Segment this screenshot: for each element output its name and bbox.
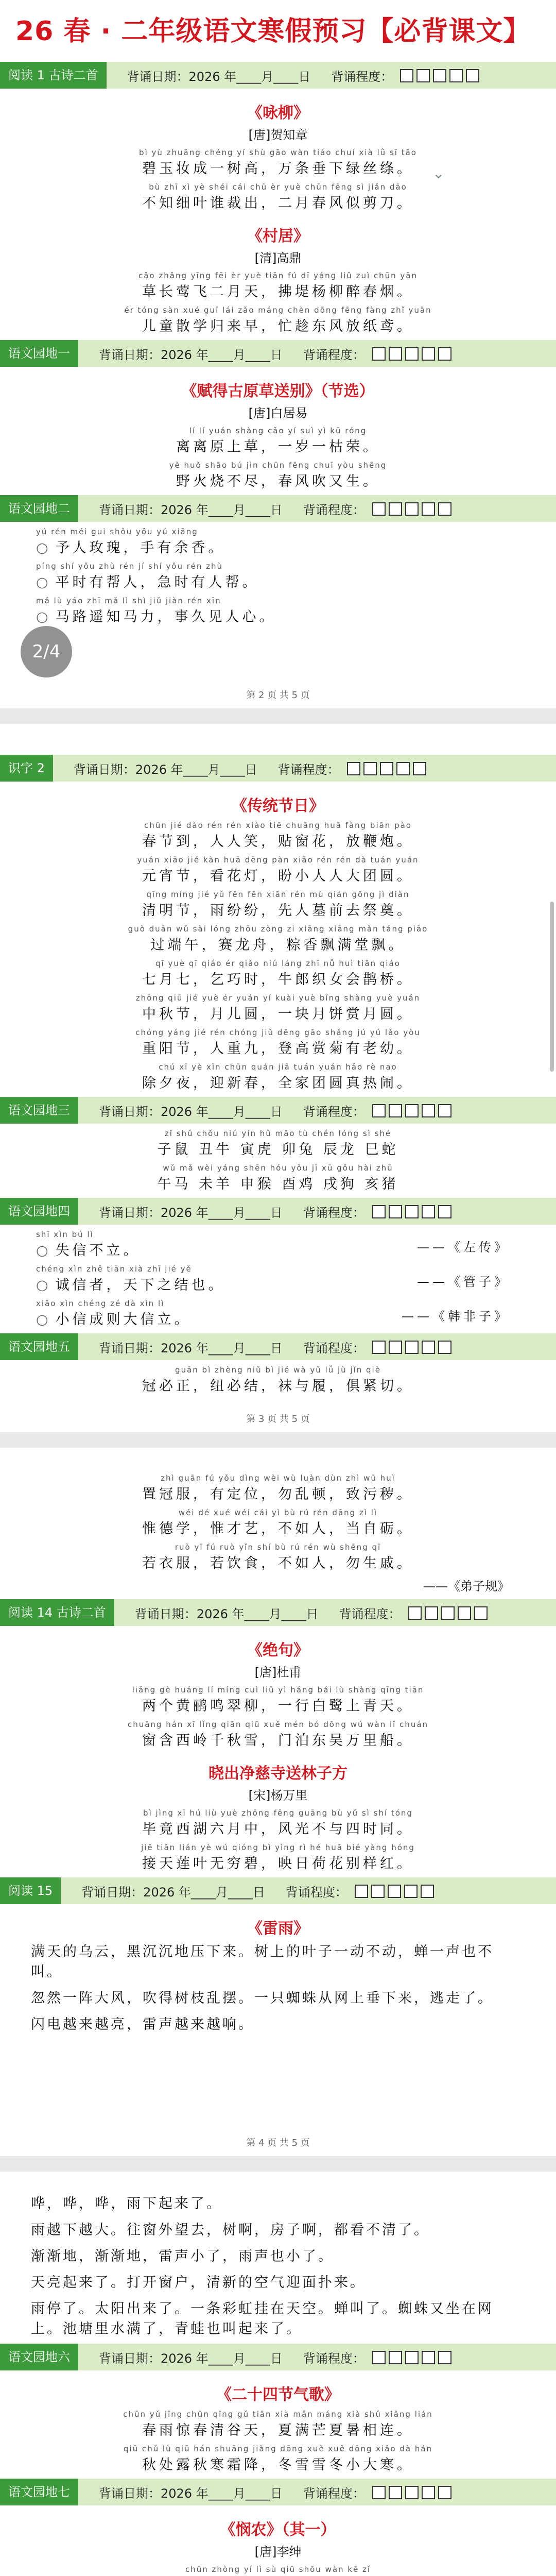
- pinyin: mǎ lù yáo zhī mǎ lì shì jiǔ jiàn rén xīn: [36, 596, 221, 605]
- recite-date: 背诵日期：2026 年____月____日: [99, 1104, 283, 1119]
- verse: 碧玉妆成一树高，万条垂下绿丝绦。: [142, 161, 414, 177]
- poem-line: [0, 1473, 556, 1503]
- quote-line: [36, 596, 556, 625]
- recite-progress-label: 背诵程度：: [339, 1606, 401, 1621]
- pinyin: bì jìng xī hú liù yuè zhōng fēng guāng bù yǔ sì shí tóng: [143, 1808, 413, 1818]
- quote-content: 失信不立。: [55, 1243, 141, 1259]
- verse: 置冠服，有定位，勿乱顿，致污秽。: [142, 1486, 414, 1502]
- verse: 毕竟西湖六月中，风光不与四时同。: [142, 1821, 414, 1837]
- verse: 中秋节，月儿圆，一块月饼赏月圆。: [142, 1006, 414, 1022]
- poem-line: [0, 461, 556, 490]
- pinyin: chūn yǔ jīng chūn qīng gǔ tiān xià mǎn máng xià shǔ xiāng lián: [123, 2410, 433, 2419]
- pinyin: zhì guān fú yǒu dìng wèi wù luàn dùn zhì wū huì: [161, 1473, 395, 1483]
- quote-source: ——《左传》: [417, 1240, 510, 1255]
- quote-line: [36, 1230, 556, 1259]
- pinyin: yuán xiāo jié kàn huā dēng pàn xiǎo rén rén dà tuán yuán: [137, 855, 419, 865]
- section-tag: 识字 2: [0, 755, 53, 782]
- pinyin: chūn jié dào rén rén xiào tiē chuāng huā fàng biān pào: [144, 821, 412, 830]
- pinyin: yě huǒ shāo bú jìn chūn fēng chuī yòu shēng: [169, 461, 387, 470]
- story-paragraph: 渐渐地，渐渐地，雷声小了，雨声也小了。: [31, 2248, 334, 2264]
- section-bar: [0, 1877, 556, 1904]
- recite-date: 背诵日期：2026 年____月____日: [99, 2351, 283, 2366]
- poem-line: [0, 306, 556, 335]
- story-paragraph: 天亮起来了。打开窗户，清新的空气迎面扑来。: [31, 2275, 366, 2291]
- recite-progress-label: 背诵程度：: [303, 2486, 365, 2501]
- page-footer: 第 2 页 共 5 页: [246, 690, 310, 701]
- bullet-icon: ○: [36, 540, 51, 556]
- verse: 接天莲叶无穷碧，映日荷花别样红。: [142, 1856, 414, 1872]
- page-2: [0, 0, 556, 708]
- verse: 七月七，乞巧时，牛郎织女会鹊桥。: [142, 972, 414, 988]
- poem-line: [0, 2565, 556, 2576]
- poem-title: 《悯农》（其一）: [220, 2521, 336, 2539]
- poem-author: [宋]杨万里: [248, 1788, 308, 1803]
- zodiac-line: [0, 1163, 556, 1193]
- pinyin: chóng yáng jié rén chóng jiǔ dēng gāo shǎng jú yú lǎo yòu: [135, 1028, 421, 1037]
- poem-line: [0, 924, 556, 954]
- poem-line: [0, 148, 556, 177]
- verse: 窗含西岭千秋雪，门泊东吴万里船。: [142, 1733, 414, 1749]
- section-tag: 阅读 1 古诗二首: [0, 62, 107, 89]
- progress-checkboxes[interactable]: [372, 1103, 455, 1117]
- quote-line: [36, 527, 556, 556]
- progress-checkboxes[interactable]: [372, 2350, 455, 2364]
- progress-checkboxes[interactable]: [355, 1884, 437, 1898]
- verse: 重阳节，人重九，登高赏菊有老幼。: [142, 1041, 414, 1057]
- section-tag: 阅读 15: [0, 1877, 61, 1904]
- section-bar: [0, 1097, 556, 1124]
- section-tag: 语文园地五: [0, 1333, 78, 1360]
- section-bar: [0, 340, 556, 367]
- page-3: [0, 724, 556, 1432]
- story-paragraph: 雨越下越大。往窗外望去，树啊，房子啊，都看不清了。: [31, 2222, 430, 2238]
- verse: 惟德学，惟才艺，不如人，当自砺。: [142, 1521, 414, 1537]
- recite-date: 背诵日期：2026 年____月____日: [127, 69, 311, 84]
- recite-progress-label: 背诵程度：: [303, 347, 365, 362]
- poem-line: [0, 1508, 556, 1537]
- verse: 两个黄鹂鸣翠柳，一行白鹭上青天。: [142, 1698, 414, 1714]
- recite-date: 背诵日期：2026 年____月____日: [99, 1341, 283, 1355]
- verse: 秋处露秋寒霜降，冬雪雪冬小大寒。: [142, 2457, 414, 2473]
- section-bar: [0, 2344, 556, 2370]
- verse: [0, 2574, 556, 2576]
- section-tag: 语文园地七: [0, 2479, 78, 2505]
- pinyin: píng shí yǒu zhù rén jí shí yǒu rén zhù: [36, 562, 223, 571]
- verse: 离离原上草，一岁一枯荣。: [176, 439, 380, 455]
- quote-text: [36, 605, 556, 625]
- progress-checkboxes[interactable]: [400, 68, 482, 82]
- poem-line: [0, 1028, 556, 1057]
- poem-line: [0, 426, 556, 455]
- recite-progress-label: 背诵程度：: [303, 1205, 365, 1220]
- story-paragraph: 雨停了。太阳出来了。一条彩虹挂在天空。蝉叫了。蜘蛛又坐在网上。池塘里水满了，青蛙也叫起来了。: [31, 2301, 494, 2337]
- section-tag: 阅读 14 古诗二首: [0, 1599, 114, 1626]
- pinyin: cǎo zhǎng yīng fēi èr yuè tiān fú dī yáng liǔ zuì chūn yān: [138, 271, 418, 280]
- recite-date: 背诵日期：2026 年____月____日: [73, 762, 257, 777]
- progress-checkboxes[interactable]: [372, 501, 455, 516]
- section-tag: 语文园地二: [0, 495, 78, 522]
- recite-date: 背诵日期：2026 年____月____日: [81, 1885, 265, 1900]
- pinyin: shī xìn bú lì: [36, 1230, 94, 1239]
- quote-source: ——《韩非子》: [402, 1309, 510, 1324]
- pinyin: chuāng hán xī lǐng qiān qiū xuě mén bó dōng wú wàn lǐ chuán: [127, 1720, 429, 1729]
- poem-author: [唐]李绅: [254, 2545, 302, 2559]
- page-footer: 第 3 页 共 5 页: [246, 1414, 310, 1425]
- pinyin: zǐ shǔ chǒu niú yín hǔ mǎo tù chén lóng sì shé: [164, 1129, 392, 1138]
- zodiac-text: 子鼠 丑牛 寅虎 卯兔 辰龙 巳蛇: [157, 1142, 399, 1158]
- poem-line: [0, 1843, 556, 1872]
- poem-author: [唐]贺知章: [248, 128, 308, 142]
- poem-author: [唐]白居易: [248, 406, 308, 420]
- poem-line: [0, 1720, 556, 1749]
- poem-author: [清]高鼎: [254, 251, 302, 265]
- quote-text: [36, 571, 556, 591]
- poem-title: 《传统节日》: [232, 797, 324, 815]
- page-title: 26 春 · 二年级语文寒假预习【必背课文】: [15, 16, 531, 47]
- recite-date: 背诵日期：2026 年____月____日: [99, 502, 283, 517]
- progress-checkboxes[interactable]: [372, 1204, 455, 1218]
- pinyin: guān bì zhèng niǔ bì jié wà yǔ lǚ jù jǐn qiè: [175, 1365, 381, 1375]
- poem-title: 《赋得古原草送别》（节选）: [181, 382, 375, 400]
- section-bar: [0, 495, 556, 522]
- verse: 儿童散学归来早，忙趁东风放纸鸢。: [142, 318, 414, 334]
- progress-checkboxes[interactable]: [408, 1605, 491, 1620]
- progress-checkboxes[interactable]: [347, 761, 429, 775]
- poem-line: [0, 2410, 556, 2439]
- quote-content: 予人玫瑰，手有余香。: [55, 540, 225, 556]
- verse: 野火烧不尽，春风吹又生。: [176, 473, 380, 489]
- quote-line: [36, 1299, 556, 1328]
- section-bar: [0, 1198, 556, 1225]
- verse: 过端午，赛龙舟，粽香飘满堂飘。: [150, 937, 406, 953]
- quote-content: 诚信者，天下之结也。: [55, 1277, 225, 1293]
- quote-text: [36, 536, 556, 556]
- pinyin: wéi dé xué wéi cái yì bù rú rén dāng zì lì: [178, 1508, 378, 1517]
- poem-line: [0, 271, 556, 300]
- story-paragraph: 哗，哗，哗，雨下起来了。: [31, 2196, 222, 2212]
- swallow-icon: ⌄: [432, 165, 445, 182]
- quote-content: 平时有帮人，急时有人帮。: [55, 574, 259, 590]
- section-bar: [0, 1599, 556, 1626]
- section-bar: [0, 1333, 556, 1360]
- pinyin: qī yuè qī qiáo ér qiǎo niú láng zhī nǚ huì tiān qiáo: [155, 959, 401, 968]
- verse: 草长莺飞二月天，拂堤杨柳醉春烟。: [142, 284, 414, 300]
- poem-title: 《绝句》: [247, 1641, 309, 1659]
- pinyin: liǎng gè huáng lí míng cuì liǔ yì háng bái lù shàng qīng tiān: [132, 1685, 424, 1694]
- poem-title: 《村居》: [247, 227, 309, 245]
- poem-line: [0, 821, 556, 850]
- pinyin: qiū chǔ lù qiū hán shuāng jiàng dōng xuě xuě dōng xiǎo dà hán: [123, 2444, 433, 2453]
- bullet-icon: ○: [36, 574, 51, 590]
- recite-date: 背诵日期：2026 年____月____日: [99, 347, 283, 362]
- recite-progress-label: 背诵程度：: [303, 1341, 365, 1355]
- poem-line: [0, 993, 556, 1023]
- poem-line: [0, 959, 556, 988]
- verse: 清明节，雨纷纷，先人墓前去祭奠。: [142, 903, 414, 919]
- section-bar: [0, 755, 556, 782]
- verse: 元宵节，看花灯，盼小人人大团圆。: [142, 868, 414, 884]
- poem-line: [0, 2444, 556, 2473]
- bullet-icon: ○: [36, 1243, 51, 1259]
- section-tag: 语文园地一: [0, 340, 78, 367]
- poem-line: [0, 890, 556, 919]
- pinyin: chéng xìn zhě tiān xià zhī jié yě: [36, 1264, 192, 1274]
- verse: 春节到，人人笑，贴窗花，放鞭炮。: [142, 834, 414, 850]
- poem-line: [0, 1685, 556, 1715]
- story-paragraph: 满天的乌云，黑沉沉地压下来。树上的叶子一动不动，蝉一声也不叫。: [31, 1944, 494, 1980]
- poem-line: [0, 855, 556, 885]
- rule-line: [0, 1365, 556, 1395]
- quote-content: 马路遥知马力，事久见人心。: [55, 609, 276, 625]
- pinyin: chūn zhòng yí lì sù qiū shōu wàn kē zǐ: [185, 2565, 371, 2574]
- page-5: [0, 2172, 556, 2576]
- verse: 若衣服，若饮食，不如人，勿生戚。: [142, 1555, 414, 1571]
- zodiac-line: [0, 1129, 556, 1158]
- story-paragraph: 闪电越来越亮，雷声越来越响。: [31, 2016, 254, 2032]
- recite-date: 背诵日期：2026 年____月____日: [134, 1606, 319, 1621]
- quote-source: ——《弟子规》: [423, 1579, 510, 1594]
- pinyin: bì yù zhuāng chéng yí shù gāo wàn tiáo chuí xià lǜ sī tāo: [139, 148, 417, 157]
- story-paragraph: 忽然一阵大风，吹得树枝乱摆。一只蜘蛛从网上垂下来，逃走了。: [31, 1990, 494, 2006]
- section-bar: [0, 2479, 556, 2505]
- bullet-icon: ○: [36, 1277, 51, 1293]
- bullet-icon: ○: [36, 1312, 51, 1328]
- poem-line: [0, 1062, 556, 1092]
- pinyin: ér tóng sàn xué guī lái zǎo máng chèn dōng fēng fàng zhǐ yuān: [124, 306, 432, 315]
- pinyin: bù zhī xì yè shéi cái chū èr yuè chūn fēng sì jiǎn dāo: [149, 182, 407, 192]
- progress-checkboxes[interactable]: [372, 346, 455, 361]
- recite-date: 背诵日期：2026 年____月____日: [99, 1205, 283, 1220]
- quote-content: 小信成则大信立。: [55, 1312, 192, 1328]
- page-indicator[interactable]: 2/4: [21, 626, 72, 677]
- pinyin: yú rén méi gui shǒu yǒu yú xiāng: [36, 527, 198, 536]
- poem-title: 《二十四节气歌》: [216, 2386, 340, 2404]
- pinyin: guò duān wǔ sài lóng zhōu zòng zi xiāng xiāng mǎn táng piāo: [128, 924, 428, 934]
- page-footer: 第 4 页 共 5 页: [246, 2138, 310, 2148]
- section-tag: 语文园地四: [0, 1198, 78, 1225]
- poem-line: [0, 1543, 556, 1572]
- section-bar: [0, 62, 556, 89]
- recite-progress-label: 背诵程度：: [285, 1885, 348, 1900]
- pinyin: wǔ mǎ wèi yáng shēn hóu yǒu jī xū gǒu hài zhū: [163, 1163, 393, 1173]
- poem-line: [0, 1808, 556, 1838]
- poem-author: [唐]杜甫: [254, 1665, 302, 1680]
- pinyin: ruò yī fú ruò yǐn shí bù rú rén wù shēng qī: [175, 1543, 381, 1552]
- verse: 不知细叶谁裁出，二月春风似剪刀。: [142, 195, 414, 211]
- pinyin: xiǎo xìn chéng zé dà xìn lì: [36, 1299, 165, 1308]
- poem-title: 《咏柳》: [247, 104, 309, 122]
- recite-progress-label: 背诵程度：: [303, 1104, 365, 1119]
- pinyin: qīng míng jié yǔ fēn fēn xiān rén mù qián gōng jì diàn: [146, 890, 410, 899]
- pinyin: chú xī yè xīn chūn quán jiā tuán yuán hǎo rè nao: [159, 1062, 397, 1072]
- quote-line: [36, 1264, 556, 1294]
- pinyin: lí lí yuán shàng cǎo yí suì yì kū róng: [189, 426, 367, 435]
- bullet-icon: ○: [36, 609, 51, 625]
- verse: 春雨惊春清谷天，夏满芒夏暑相连。: [142, 2422, 414, 2438]
- progress-checkboxes[interactable]: [372, 2485, 455, 2499]
- zodiac-text: 午马 未羊 申猴 酉鸡 戌狗 亥猪: [157, 1176, 399, 1192]
- pinyin: jiē tiān lián yè wú qióng bì yìng rì hé huā bié yàng hóng: [141, 1843, 415, 1852]
- recite-progress-label: 背诵程度：: [303, 502, 365, 517]
- quote-source: ——《管子》: [417, 1275, 510, 1289]
- section-tag: 语文园地六: [0, 2344, 78, 2370]
- recite-date: 背诵日期：2026 年____月____日: [99, 2486, 283, 2501]
- progress-checkboxes[interactable]: [372, 1340, 455, 1354]
- verse: 除夕夜，迎新春，全家团圆真热闹。: [142, 1075, 414, 1091]
- recite-progress-label: 背诵程度：: [277, 762, 340, 777]
- page-4: [0, 1448, 556, 2156]
- pinyin: zhōng qiū jié yuè ér yuán yí kuài yuè bǐng shǎng yuè yuán: [135, 993, 421, 1003]
- poem-line: [0, 182, 556, 212]
- poem-title: 晓出净慈寺送林子方: [208, 1765, 348, 1783]
- recite-progress-label: 背诵程度：: [303, 2351, 365, 2366]
- recite-progress-label: 背诵程度：: [331, 69, 393, 84]
- scrollbar-thumb[interactable]: [550, 902, 554, 1072]
- section-tag: 语文园地三: [0, 1097, 78, 1124]
- rule-text: 冠必正，纽必结，袜与履，俱紧切。: [142, 1378, 414, 1394]
- quote-line: [36, 562, 556, 591]
- story-title: 《雷雨》: [247, 1920, 309, 1938]
